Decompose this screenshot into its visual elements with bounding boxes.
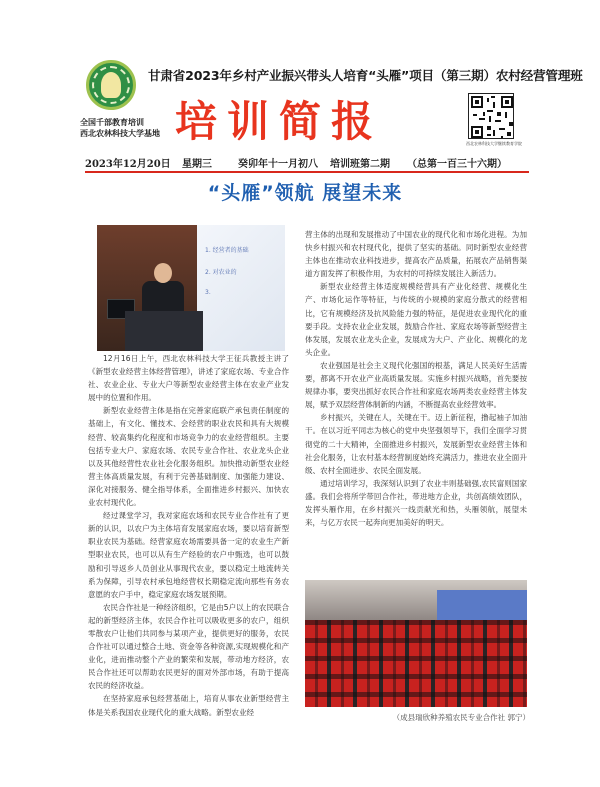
- article-column-right: [305, 228, 527, 529]
- issue-weekday: 星期三: [182, 159, 212, 170]
- classroom-photo: [305, 580, 527, 707]
- total-issue-number: （总第一百三十六期）: [407, 159, 507, 170]
- affiliation-line-1: 全国千部教育培训: [80, 117, 144, 127]
- screen-text-line: 2. 对农业的: [205, 269, 237, 276]
- article-paragraph: 新型农业经营主体是指在完善家庭联产承包责任制度的基础上，有文化、懂技术、会经营的职业农民和具有大规模经营、较高集约化程度和市场竞争力的农业经营组织。主要包括专业大户、家庭农场、农民专业合作社、农业龙头企业以及其他经营性农业社会化服务组织。加快推动新型农业经营主体高质量发展，有利于完善基础制度、加强能力建设、深化对接服务、健全指导体系，全面推进乡村振兴、加快农业农村现代化。: [88, 406, 289, 508]
- article-paragraph: 在坚持家庭承包经营基础上，培育从事农业新型经营主体是关系我国农业现代化的重大战略。新型农业经: [88, 694, 289, 717]
- qr-code-icon: [468, 93, 514, 139]
- issue-info-bar: [85, 155, 525, 171]
- university-seal-icon: [86, 60, 136, 110]
- article-column-left: [88, 352, 289, 719]
- article-paragraph: 农民合作社是一种经济组织，它是由5户以上的农民联合起的新型经济主体，农民合作社可以吸收更多的农户，组织零散农户让他们共同参与某项产业，提供更好的服务，农民合作社可以通过整合土地、资金等各种资源,实现规模化和产业化，进而推动整个产业的繁荣和发展，带动地方经济，农民合作社还可以帮助农民更好的面对外部市场，有助于提高农民的经济收益。: [88, 602, 289, 691]
- lecture-photo: [97, 225, 285, 351]
- issue-number: 培训班第二期: [330, 159, 390, 170]
- screen-text-line: 1. 经营者的基础: [205, 247, 249, 254]
- lunar-date: 癸卯年十一月初八: [238, 159, 318, 170]
- article-paragraph: 农业强国是社会主义现代化强国的根基，满足人民美好生活需要，都离不开农业产业高质量发展。实施乡村振兴战略，首先要按规律办事，要突出抓好农民合作社和家庭农场两类农业经营主体发展，赋予双层经营体制新的内涵，不断提高农业经营效率。: [305, 360, 527, 410]
- affiliation: [80, 117, 160, 139]
- article-headline: “头雁”领航 展望未来: [207, 182, 403, 204]
- article-paragraph: 经过课堂学习，我对家庭农场和农民专业合作社有了更新的认识，以农户为主体培育发展家庭农场，要以培育新型职业农民为基础。经营家庭农场需要具备一定的农业生产新型职业农民，也可以从有生产经验的农户中甄选，也可以鼓励和引导返乡人员创业从事现代农业，要以稳定土地流转关系为保障，引导农村承包地经营权长期稳定流向那些有务农意愿的农户手中，稳定家庭农场发展预期。: [88, 511, 289, 599]
- masthead-title: 培训简报: [175, 97, 384, 146]
- header-divider: [85, 171, 529, 173]
- article-paragraph: 12月16日上午，西北农林科技大学王征兵教授主讲了《新型农业经营主体经营管理》，讲述了家庭农场、专业合作社、农业企业、专业大户等新型农业经营主体在农业产业发展中的位置和作用。: [88, 354, 289, 403]
- article-paragraph: 营主体的出现和发展推动了中国农业的现代化和市场化进程。为加快乡村振兴和农村现代化，提供了坚实的基础。同时新型农业经营主体也在推动农业科技进步，提高农产品质量，拓展农产品销售渠道方面发挥了积极作用，为农村的可持续发展注入新活力。: [305, 230, 527, 279]
- issue-date: 2023年12月20日: [85, 159, 171, 170]
- article-paragraph: 新型农业经营主体适度规模经营具有产业化经营、规模化生产、市场化运作等特征，与传统的小规模的家庭分散式的经营相比，它有规模经济及抗风险能力强的特征，是促进农业现代化的重要手段。支持农业企业发展，鼓励合作社、家庭农场等新型经营主体发展，发展农业龙头企业，发展成为大户、产业化、规模化的龙头企业。: [305, 282, 527, 357]
- article-paragraph: 通过培训学习，我深刻认识到了农业丰则基础强,农民富则国家盛。我们会将所学带回合作社，带进地方企业，共创高绩效团队，发挥头雁作用，在乡村振兴一线贡献光和热，头雁领航，展望未来，与亿万农民一起奔向更加美好的明天。: [305, 478, 527, 528]
- screen-text-line: 3.: [205, 289, 211, 296]
- affiliation-line-2: 西北农林科技大学基地: [80, 128, 160, 138]
- article-paragraph: 乡村振兴，关键在人，关键在干。迈上新征程，撸起袖子加油干。在以习近平同志为核心的党中央坚强领导下，我们全面学习贯彻党的二十大精神，全面推进乡村振兴，发展新型农业经营主体和社会化服务，让农村基本经营制度始终充满活力，推进农业全面升级、农村全面进步、农民全面发展。: [305, 413, 527, 475]
- qr-caption: 西北农林科技大学继续教育学院: [466, 141, 522, 146]
- program-title: 甘肃省2023年乡村产业振兴带头人培育“头雁”项目（第三期）农村经营管理班: [148, 68, 583, 83]
- author-caption: （成县瑞欣种养殖农民专业合作社 郭宁）: [392, 713, 530, 722]
